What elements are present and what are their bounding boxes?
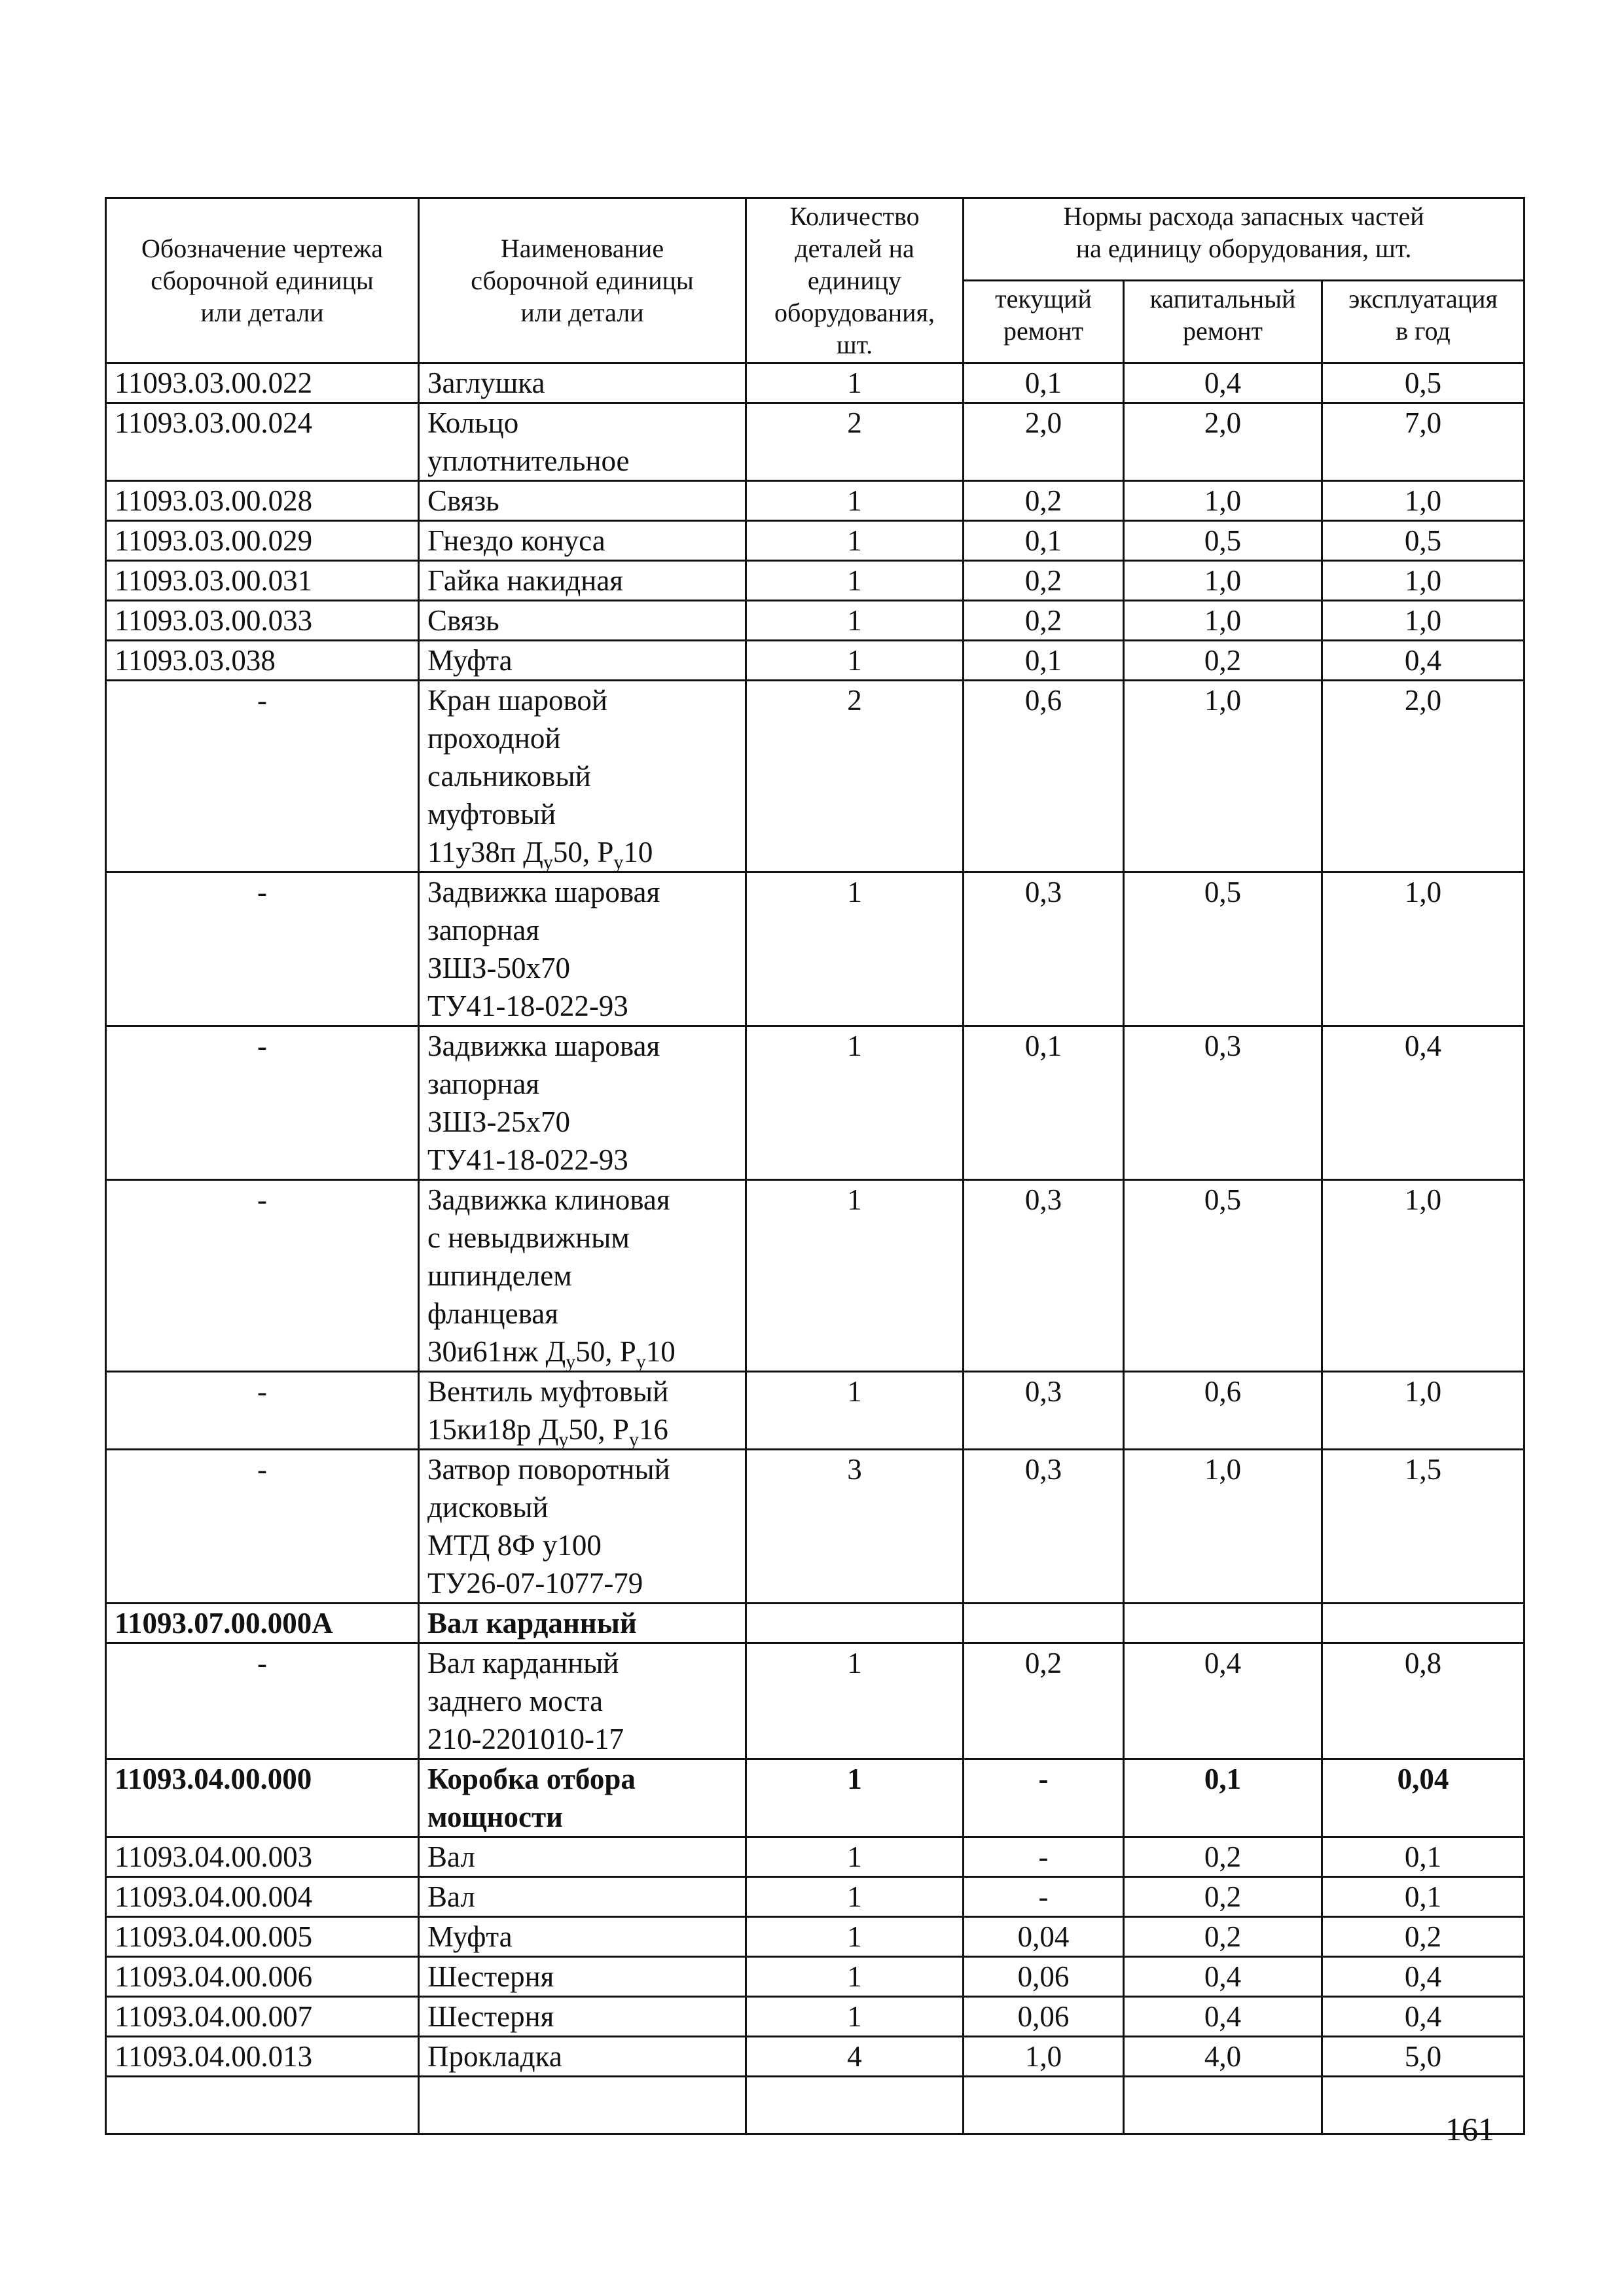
header-norms	[964, 198, 1525, 281]
cell-name-line: мощности	[427, 1801, 563, 1833]
table-row	[106, 2037, 1525, 2077]
table-row	[106, 363, 1525, 403]
cell-qty: 1	[746, 1026, 964, 1180]
cell-current: 2,0	[964, 403, 1124, 481]
cell-name-line: ТУ41-18-022-93	[427, 1143, 628, 1176]
cell-operation: 0,1	[1322, 1877, 1525, 1917]
cell-name-line: Вентиль муфтовый	[427, 1375, 669, 1408]
cell-operation: 0,5	[1322, 363, 1525, 403]
header-norms-line: Нормы расхода запасных частей	[1063, 202, 1424, 231]
cell-capital: 4,0	[1124, 2037, 1322, 2077]
cell-qty: 1	[746, 1759, 964, 1837]
cell-current: 0,1	[964, 641, 1124, 681]
cell-empty	[419, 2077, 746, 2134]
table-row	[106, 1643, 1525, 1759]
cell-current: 0,2	[964, 481, 1124, 521]
cell-operation: 1,5	[1322, 1450, 1525, 1604]
cell-code: -	[106, 1026, 419, 1180]
cell-operation: 0,04	[1322, 1759, 1525, 1837]
cell-capital: 0,4	[1124, 1643, 1322, 1759]
cell-name-line: Прокладка	[427, 2040, 562, 2073]
cell-name-line: Шестерня	[427, 1960, 554, 1993]
cell-qty: 1	[746, 521, 964, 561]
cell-current: 0,2	[964, 601, 1124, 641]
cell-code: 11093.04.00.007	[106, 1997, 419, 2037]
cell-current: 0,06	[964, 1997, 1124, 2037]
cell-name-line: запорная	[427, 1067, 539, 1100]
cell-name	[419, 681, 746, 872]
cell-name	[419, 2037, 746, 2077]
cell-operation: 0,5	[1322, 521, 1525, 561]
table-row	[106, 681, 1525, 872]
cell-name-line: Вал	[427, 1840, 475, 1873]
table-row	[106, 641, 1525, 681]
cell-name-line: Связь	[427, 604, 499, 637]
cell-name-line: Затвор поворотный	[427, 1453, 670, 1486]
cell-capital: 0,2	[1124, 1837, 1322, 1877]
cell-name-line: Муфта	[427, 644, 513, 677]
cell-name-line: уплотнительное	[427, 444, 630, 477]
table-row	[106, 872, 1525, 1026]
cell-name-line: Задвижка шаровая	[427, 876, 660, 908]
cell-name-line: Коробка отбора	[427, 1763, 636, 1795]
header-qty-line: шт.	[836, 330, 873, 359]
cell-code: 11093.03.00.022	[106, 363, 419, 403]
cell-operation: 5,0	[1322, 2037, 1525, 2077]
cell-name-line: Кольцо	[427, 406, 519, 439]
cell-capital: 0,6	[1124, 1372, 1322, 1450]
cell-name	[419, 1450, 746, 1604]
cell-qty: 2	[746, 403, 964, 481]
cell-name-line: Вал	[427, 1880, 475, 1913]
header-current-line: текущий	[995, 284, 1092, 314]
cell-operation: 0,4	[1322, 1997, 1525, 2037]
cell-name-line: Гнездо конуса	[427, 524, 605, 557]
header-capital-repair	[1124, 281, 1322, 363]
cell-qty: 1	[746, 1957, 964, 1997]
cell-current: 0,3	[964, 1450, 1124, 1604]
cell-current: 1,0	[964, 2037, 1124, 2077]
header-capital-line: ремонт	[1183, 316, 1263, 346]
cell-capital: 0,5	[1124, 521, 1322, 561]
header-qty-line: оборудования,	[774, 298, 935, 327]
table-header-row	[106, 198, 1525, 281]
cell-capital: 0,2	[1124, 1917, 1322, 1957]
cell-operation: 7,0	[1322, 403, 1525, 481]
table-row	[106, 521, 1525, 561]
cell-current: 0,3	[964, 1372, 1124, 1450]
cell-name	[419, 1180, 746, 1372]
cell-name-line: 210-2201010-17	[427, 1723, 624, 1755]
table-row	[106, 1604, 1525, 1643]
cell-name	[419, 561, 746, 601]
cell-empty	[964, 2077, 1124, 2134]
table-row	[106, 1026, 1525, 1180]
cell-name-line: Шестерня	[427, 2000, 554, 2033]
table-row	[106, 1917, 1525, 1957]
header-code	[106, 198, 419, 363]
cell-code: 11093.04.00.003	[106, 1837, 419, 1877]
cell-current: 0,1	[964, 521, 1124, 561]
cell-capital: 0,2	[1124, 1877, 1322, 1917]
cell-capital: 1,0	[1124, 601, 1322, 641]
cell-name	[419, 1837, 746, 1877]
cell-code: -	[106, 681, 419, 872]
header-qty-line: единицу	[807, 266, 902, 295]
cell-qty	[746, 1604, 964, 1643]
cell-operation: 1,0	[1322, 561, 1525, 601]
cell-empty	[746, 2077, 964, 2134]
table-row	[106, 1877, 1525, 1917]
cell-qty: 1	[746, 872, 964, 1026]
cell-name	[419, 641, 746, 681]
cell-current: 0,3	[964, 872, 1124, 1026]
cell-capital: 0,4	[1124, 1997, 1322, 2037]
cell-current: -	[964, 1759, 1124, 1837]
header-code-line: или детали	[200, 298, 324, 327]
cell-code: 11093.04.00.004	[106, 1877, 419, 1917]
cell-capital	[1124, 1604, 1322, 1643]
header-name-line: Наименование	[500, 234, 664, 263]
cell-capital: 2,0	[1124, 403, 1322, 481]
table-body	[106, 363, 1525, 2134]
header-name-line: сборочной единицы	[471, 266, 694, 295]
table-row	[106, 1759, 1525, 1837]
cell-current: 0,04	[964, 1917, 1124, 1957]
cell-name-line: ТУ41-18-022-93	[427, 990, 628, 1022]
cell-name	[419, 1917, 746, 1957]
cell-capital: 0,1	[1124, 1759, 1322, 1837]
cell-code: -	[106, 872, 419, 1026]
cell-name-line: Связь	[427, 484, 499, 517]
cell-name-line: ТУ26-07-1077-79	[427, 1567, 643, 1600]
cell-name-line: Гайка накидная	[427, 564, 624, 597]
cell-code: 11093.03.00.031	[106, 561, 419, 601]
cell-operation: 1,0	[1322, 481, 1525, 521]
cell-name	[419, 1877, 746, 1917]
cell-name-line: Задвижка шаровая	[427, 1030, 660, 1062]
table-row	[106, 1450, 1525, 1604]
cell-name	[419, 872, 746, 1026]
cell-current: 0,1	[964, 363, 1124, 403]
cell-name-line: МТД 8Ф у100	[427, 1529, 602, 1562]
table-row	[106, 561, 1525, 601]
header-norms-line: на единицу оборудования, шт.	[1075, 234, 1412, 263]
cell-name	[419, 1643, 746, 1759]
cell-qty: 1	[746, 561, 964, 601]
cell-name	[419, 1604, 746, 1643]
header-operation-year	[1322, 281, 1525, 363]
cell-name-line: Заглушка	[427, 367, 545, 399]
cell-code: -	[106, 1372, 419, 1450]
cell-qty: 1	[746, 363, 964, 403]
cell-operation: 1,0	[1322, 1180, 1525, 1372]
cell-operation: 0,1	[1322, 1837, 1525, 1877]
cell-capital: 1,0	[1124, 1450, 1322, 1604]
cell-name	[419, 403, 746, 481]
cell-operation: 0,4	[1322, 1026, 1525, 1180]
cell-name-line: фланцевая	[427, 1297, 558, 1330]
cell-name	[419, 1372, 746, 1450]
cell-current: 0,3	[964, 1180, 1124, 1372]
cell-qty: 1	[746, 481, 964, 521]
cell-name-line: Муфта	[427, 1920, 513, 1953]
cell-current: 0,1	[964, 1026, 1124, 1180]
cell-name-line: Кран шаровой	[427, 684, 607, 717]
cell-qty: 1	[746, 1180, 964, 1372]
cell-name-line: дисковый	[427, 1491, 549, 1524]
cell-code: 11093.03.00.028	[106, 481, 419, 521]
cell-name-line: запорная	[427, 914, 539, 946]
table-row	[106, 1997, 1525, 2037]
cell-qty: 1	[746, 1643, 964, 1759]
cell-name-line: Вал карданный	[427, 1647, 619, 1679]
cell-current: 0,6	[964, 681, 1124, 872]
cell-code: 11093.04.00.000	[106, 1759, 419, 1837]
table-row	[106, 601, 1525, 641]
cell-current: 0,06	[964, 1957, 1124, 1997]
cell-name-line: сальниковый	[427, 760, 591, 793]
cell-code: 11093.04.00.006	[106, 1957, 419, 1997]
cell-capital: 1,0	[1124, 561, 1322, 601]
cell-qty: 1	[746, 1917, 964, 1957]
cell-name-line: 30и61нж $Д_у50$, $Р_у10$	[427, 1335, 676, 1372]
cell-operation: 0,4	[1322, 1957, 1525, 1997]
header-current-repair	[964, 281, 1124, 363]
cell-code: 11093.04.00.005	[106, 1917, 419, 1957]
cell-name-line: шпинделем	[427, 1259, 572, 1292]
cell-qty: 1	[746, 1997, 964, 2037]
cell-name-line: с невыдвижным	[427, 1221, 630, 1254]
cell-name-line: Задвижка клиновая	[427, 1183, 670, 1216]
cell-capital: 0,4	[1124, 363, 1322, 403]
cell-current: -	[964, 1877, 1124, 1917]
cell-empty	[106, 2077, 419, 2134]
cell-code: 11093.03.038	[106, 641, 419, 681]
cell-name-line: ЗШЗ-50х70	[427, 952, 570, 984]
cell-qty: 4	[746, 2037, 964, 2077]
table-row	[106, 1957, 1525, 1997]
table-row	[106, 1372, 1525, 1450]
header-qty	[746, 198, 964, 363]
cell-code: 11093.03.00.033	[106, 601, 419, 641]
cell-operation: 1,0	[1322, 872, 1525, 1026]
header-qty-line: деталей на	[795, 234, 914, 263]
cell-operation: 1,0	[1322, 1372, 1525, 1450]
cell-code: -	[106, 1180, 419, 1372]
cell-name	[419, 1026, 746, 1180]
cell-name	[419, 363, 746, 403]
cell-operation: 0,8	[1322, 1643, 1525, 1759]
table-row-empty	[106, 2077, 1525, 2134]
header-current-line: ремонт	[1003, 316, 1083, 346]
cell-qty: 2	[746, 681, 964, 872]
table-row	[106, 1180, 1525, 1372]
header-name	[419, 198, 746, 363]
cell-qty: 3	[746, 1450, 964, 1604]
cell-capital: 0,3	[1124, 1026, 1322, 1180]
cell-code: 11093.07.00.000А	[106, 1604, 419, 1643]
cell-name-line: проходной	[427, 722, 561, 755]
header-code-line: сборочной единицы	[151, 266, 374, 295]
cell-operation: 0,4	[1322, 641, 1525, 681]
cell-qty: 1	[746, 1372, 964, 1450]
cell-name-line: 11у38п $Д_у50$, $Р_у10$	[427, 836, 653, 873]
cell-empty	[1124, 2077, 1322, 2134]
cell-qty: 1	[746, 601, 964, 641]
cell-current: -	[964, 1837, 1124, 1877]
cell-name-line: Вал карданный	[427, 1607, 637, 1640]
cell-current	[964, 1604, 1124, 1643]
header-operation-line: эксплуатация	[1348, 284, 1498, 314]
cell-capital: 0,5	[1124, 1180, 1322, 1372]
cell-code: 11093.03.00.024	[106, 403, 419, 481]
cell-qty: 1	[746, 1837, 964, 1877]
cell-name-line: муфтовый	[427, 798, 556, 831]
cell-name	[419, 1997, 746, 2037]
cell-name-line: 15ки18р $Д_у50$, $Р_у16$	[427, 1413, 668, 1450]
cell-operation: 2,0	[1322, 681, 1525, 872]
cell-code: -	[106, 1450, 419, 1604]
cell-current: 0,2	[964, 561, 1124, 601]
cell-qty: 1	[746, 641, 964, 681]
cell-name	[419, 481, 746, 521]
cell-capital: 1,0	[1124, 481, 1322, 521]
header-qty-line: Количество	[789, 202, 920, 231]
cell-name-line: ЗШЗ-25х70	[427, 1105, 570, 1138]
cell-code: -	[106, 1643, 419, 1759]
cell-capital: 0,2	[1124, 641, 1322, 681]
cell-qty: 1	[746, 1877, 964, 1917]
cell-operation	[1322, 1604, 1525, 1643]
cell-code: 11093.03.00.029	[106, 521, 419, 561]
cell-name	[419, 521, 746, 561]
cell-capital: 0,5	[1124, 872, 1322, 1026]
cell-capital: 1,0	[1124, 681, 1322, 872]
header-name-line: или детали	[520, 298, 644, 327]
cell-operation: 0,2	[1322, 1917, 1525, 1957]
cell-name-line: заднего моста	[427, 1685, 604, 1717]
page-number: 161	[1445, 2111, 1494, 2147]
cell-name	[419, 1957, 746, 1997]
cell-name	[419, 1759, 746, 1837]
header-capital-line: капитальный	[1149, 284, 1296, 314]
table-row	[106, 1837, 1525, 1877]
header-operation-line: в год	[1396, 316, 1451, 346]
table-row	[106, 481, 1525, 521]
cell-operation: 1,0	[1322, 601, 1525, 641]
cell-name	[419, 601, 746, 641]
header-code-line: Обозначение чертежа	[141, 234, 383, 263]
table-row	[106, 403, 1525, 481]
cell-current: 0,2	[964, 1643, 1124, 1759]
cell-code: 11093.04.00.013	[106, 2037, 419, 2077]
spare-parts-table	[105, 197, 1525, 2135]
cell-capital: 0,4	[1124, 1957, 1322, 1997]
